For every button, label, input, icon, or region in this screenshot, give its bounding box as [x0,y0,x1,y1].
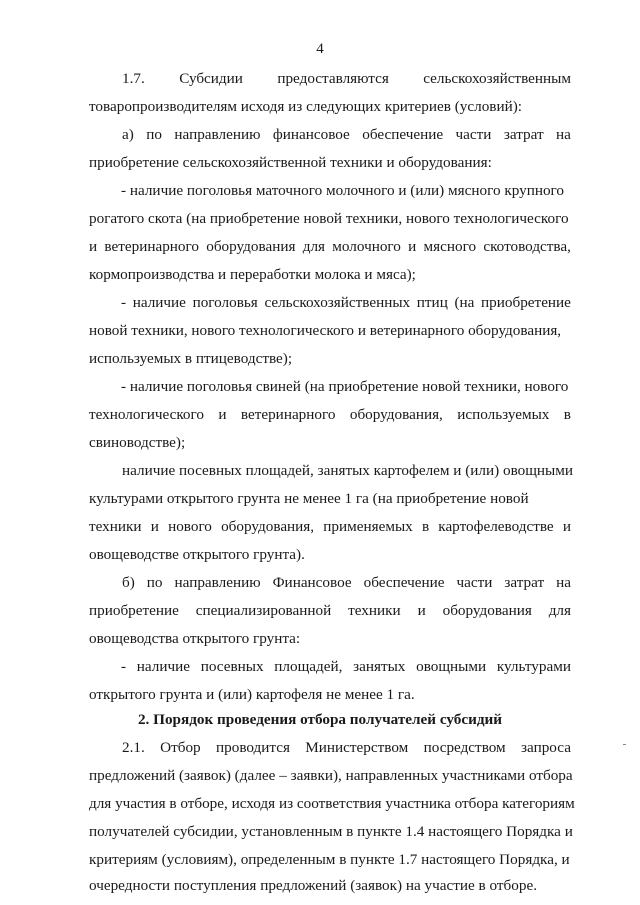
word: картофелеводстве [438,518,554,535]
word: птиц [416,294,448,311]
clause-2-1-line-4: получателей субсидии, установленным в пункте 1.4 настоящего Порядка и [89,823,573,840]
word: оборудования, [349,406,443,423]
word: в [563,406,571,423]
word: специализированной [195,602,332,619]
bullet-cattle-line-1: - наличие поголовья маточного молочного и (или) мясного крупного [121,182,564,199]
word: наличие [132,294,186,311]
word: занятых [353,658,406,675]
bullet-potato-line-3 [89,517,571,537]
word: нового [168,518,212,535]
clause-2-1-line-3: для участия в отборе, исходя из соответствия участника отбора категориям [89,795,575,812]
word: части [456,574,493,591]
margin-mark [623,744,626,745]
clause-2-1-line-6: очередности поступления предложений (заявок) на участие в отборе. [89,877,538,894]
word: оборудования [206,238,296,255]
word: и [417,602,426,619]
word: затрат [503,126,544,143]
word: а) [122,126,134,143]
bullet-pigs-line-2 [89,405,571,425]
word: по [146,126,162,143]
word: предоставляются [277,70,389,87]
word: финансовое [272,126,350,143]
bullet-cattle-line-3 [89,237,571,257]
bullet-poultry-line-3: используемых в птицеводстве); [89,350,293,367]
bullet-vegetables-line-1 [121,657,571,677]
word: и [408,238,417,255]
word: запроса [521,739,571,756]
word: и [89,238,98,255]
clause-2-1-line-5: критериям (условиям), определенным в пункте 1.7 настоящего Порядка, и [89,851,570,868]
bullet-poultry-line-2: новой техники, нового технологического и ветеринарного оборудования, [89,322,562,339]
word: для [548,602,571,619]
word: ветеринарного [104,238,199,255]
word: техники [348,602,401,619]
item-b-line-1 [122,573,571,593]
bullet-cattle-line-4: кормопроизводства и переработки молока и мяса); [89,266,416,283]
clause-2-1-line-1 [122,738,571,758]
word: используемых [457,406,550,423]
word: культурами [496,658,571,675]
word: Министерством [305,739,409,756]
bullet-potato-line-2: культурами открытого грунта не менее 1 га (на приобретение новой [89,490,529,507]
word: затрат [504,574,545,591]
section-2-heading: 2. Порядок проведения отбора получателей субсидий [137,711,503,728]
word: ветеринарного [240,406,336,423]
bullet-cattle-line-2: рогатого скота (на приобретение новой техники, нового технологического [89,210,569,227]
item-b-line-3: овощеводства открытого грунта: [89,630,301,647]
item-a-line-2: приобретение сельскохозяйственной техники и оборудования: [89,154,492,171]
word: 2.1. [122,739,145,756]
word: обеспечение [362,126,444,143]
word: для [302,238,326,255]
word: обеспечение [363,574,445,591]
word: - [121,294,127,311]
word: части [455,126,492,143]
item-b-line-2 [89,601,571,621]
word: в [421,518,430,535]
bullet-potato-line-1: наличие посевных площадей, занятых картофелем и (или) овощными [122,462,573,479]
bullet-pigs-line-3: свиноводстве); [89,434,186,451]
word: овощными [416,658,487,675]
word: оборудования, [221,518,315,535]
word: техники [89,518,142,535]
word: сельскохозяйственных [264,294,411,311]
word: и [150,518,159,535]
page-number: 4 [316,41,324,57]
word: посевных [200,658,264,675]
clause-1-7-line-2: товаропроизводителям исходя из следующих критериев (условий): [89,98,522,115]
bullet-poultry-line-1 [121,293,571,313]
word: 1.7. [122,70,145,87]
word: посредством [423,739,506,756]
word: - [121,658,127,675]
word: поголовья [192,294,258,311]
word: молочного [332,238,401,255]
bullet-potato-line-4: овощеводстве открытого грунта). [89,546,305,563]
word: (на [454,294,475,311]
bullet-vegetables-line-2: открытого грунта и (или) картофеля не менее 1 га. [89,686,415,703]
bullet-pigs-line-1: - наличие поголовья свиней (на приобретение новой техники, нового [121,378,569,395]
word: Субсидии [179,70,243,87]
word: применяемых [323,518,413,535]
word: и [218,406,227,423]
word: оборудования [442,602,532,619]
word: площадей, [274,658,343,675]
word: наличие [136,658,190,675]
word: направлению [174,574,261,591]
word: и [562,518,571,535]
item-a-line-1 [122,125,571,145]
word: скотоводства, [483,238,571,255]
word: сельскохозяйственным [423,70,571,87]
clause-1-7-line-1 [122,69,571,89]
word: технологического [89,406,204,423]
word: б) [122,574,135,591]
word: мясного [423,238,477,255]
word: проводится [216,739,290,756]
clause-2-1-line-2: предложений (заявок) (далее – заявки), направленных участниками отбора [89,767,573,784]
word: направлению [174,126,261,143]
word: по [146,574,163,591]
word: на [556,574,571,591]
word: на [556,126,571,143]
word: Отбор [160,739,201,756]
word: приобретение [481,294,571,311]
word: приобретение [89,602,179,619]
word: Финансовое [272,574,352,591]
